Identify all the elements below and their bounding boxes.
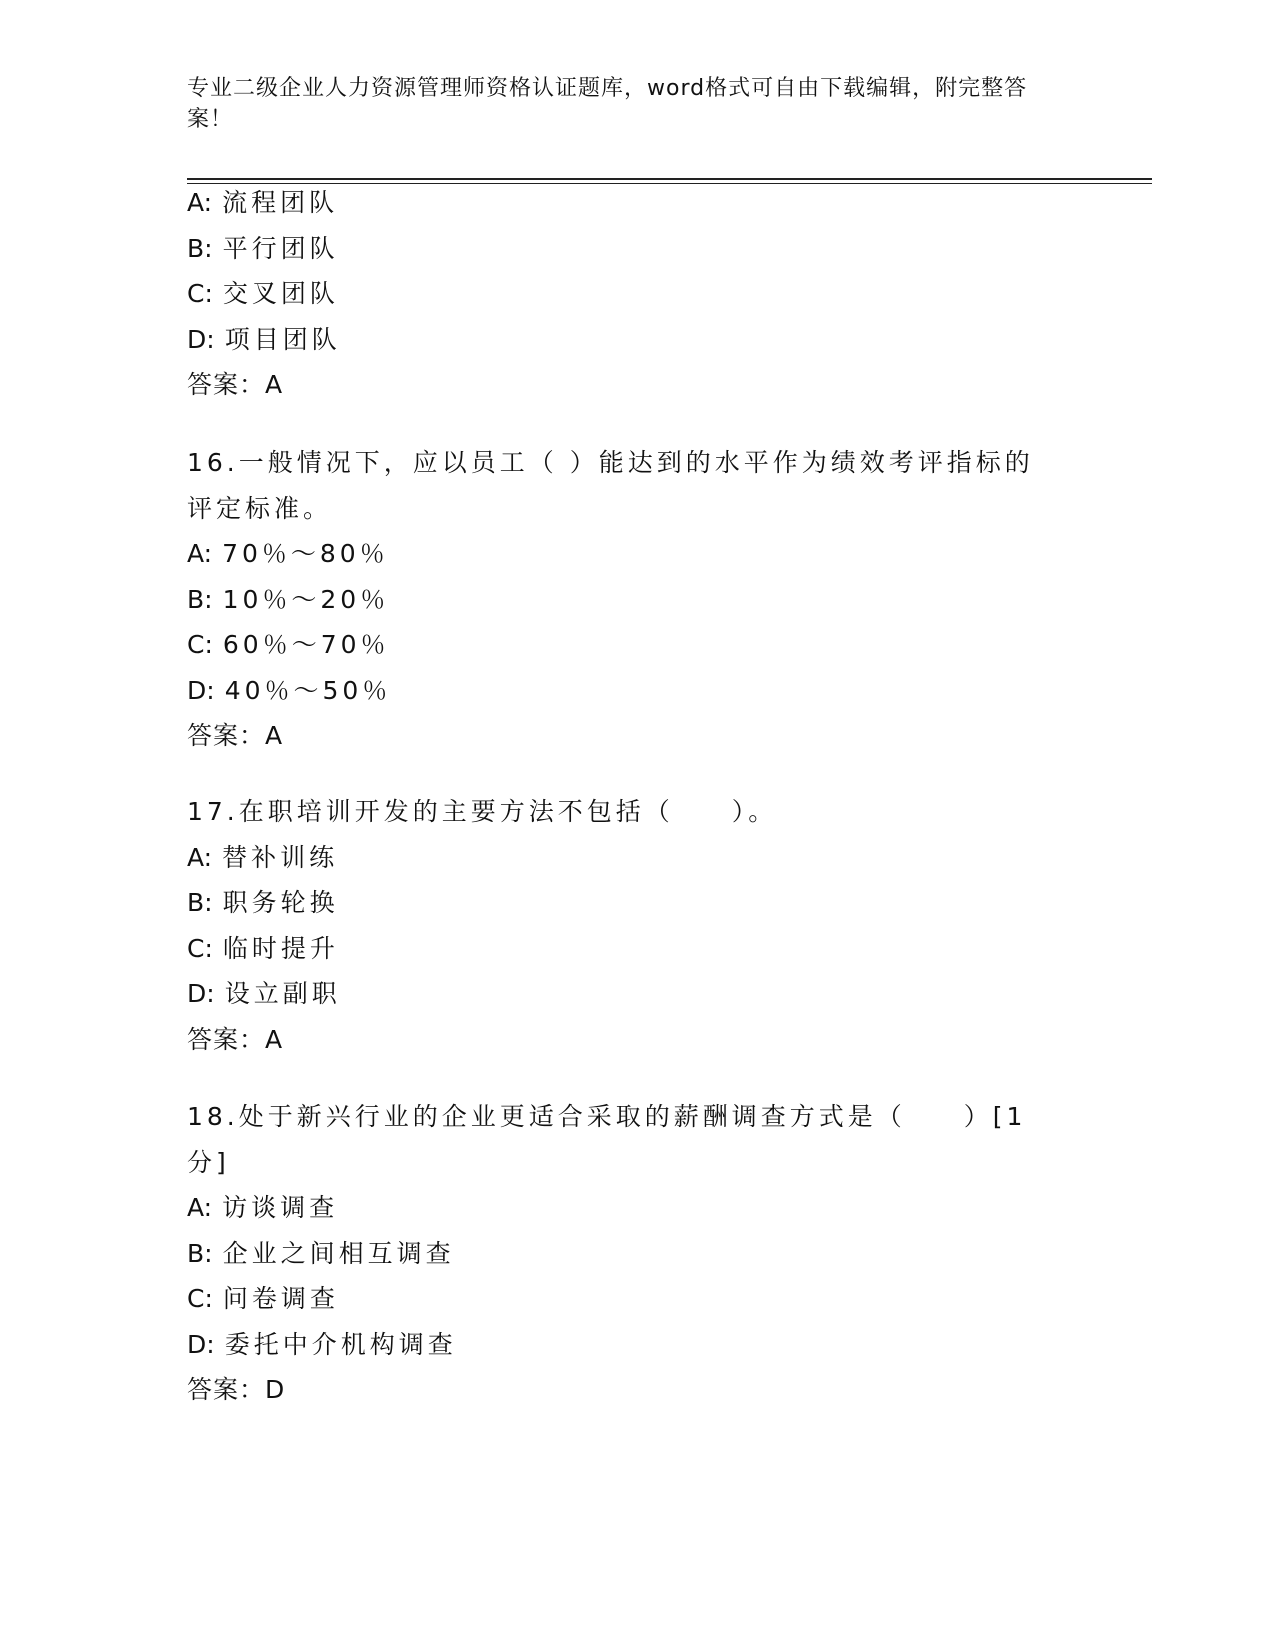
option-b [187, 226, 1067, 272]
option-text: 60％～70％ [222, 630, 390, 659]
option-text: 70％～80％ [222, 539, 389, 568]
option-text: 委托中介机构调查 [224, 1329, 457, 1359]
question-stem: 16.一般情况下，应以员工（ ）能达到的水平作为绩效考评指标的评定标准。 [187, 448, 1034, 523]
option-b [187, 880, 1067, 926]
option-text: 40％～50％ [224, 675, 392, 705]
option-key: B: [187, 584, 213, 614]
option-key: D: [187, 979, 215, 1008]
answer-line: 答案：A [187, 1024, 284, 1054]
option-key: A: [187, 1193, 213, 1222]
question-18 [187, 1094, 1067, 1413]
option-key: D: [187, 675, 215, 705]
option-key: C: [187, 1284, 213, 1313]
question-17 [187, 789, 1067, 1062]
option-text: 流程团队 [222, 188, 339, 217]
option-key: D: [187, 1329, 215, 1359]
option-key: A: [187, 842, 213, 872]
option-text: 访谈调查 [222, 1193, 339, 1222]
option-a [187, 180, 1067, 226]
option-key: D: [187, 324, 215, 354]
option-key: C: [187, 279, 213, 308]
option-c [187, 622, 1067, 668]
option-text: 临时提升 [222, 933, 339, 963]
document-header: 专业二级企业人力资源管理师资格认证题库，word格式可自由下载编辑，附完整答案！ [187, 76, 1028, 132]
option-a [187, 1185, 1067, 1231]
answer-line: 答案：A [187, 370, 284, 399]
question-stem: 18.处于新兴行业的企业更适合采取的薪酬调查方式是（ ）[1分] [187, 1102, 1027, 1177]
option-d [187, 317, 1067, 363]
option-c [187, 271, 1067, 317]
option-text: 企业之间相互调查 [222, 1238, 455, 1268]
option-key: B: [187, 1238, 213, 1268]
option-c [187, 926, 1067, 972]
option-d [187, 1322, 1067, 1368]
question-15-continuation [187, 180, 1067, 408]
option-key: B: [187, 888, 213, 917]
question-16 [187, 440, 1067, 759]
option-d [187, 668, 1067, 714]
option-c [187, 1276, 1067, 1322]
answer-line: 答案：A [187, 721, 284, 750]
option-key: B: [187, 233, 213, 263]
option-text: 平行团队 [222, 233, 339, 263]
option-text: 10％～20％ [222, 584, 390, 614]
option-key: C: [187, 630, 213, 659]
option-text: 替补训练 [222, 842, 339, 872]
option-text: 职务轮换 [222, 888, 339, 917]
option-text: 交叉团队 [222, 279, 339, 308]
option-a [187, 835, 1067, 881]
option-key: A: [187, 188, 213, 217]
option-a [187, 531, 1067, 577]
option-text: 设立副职 [224, 979, 341, 1008]
option-text: 问卷调查 [222, 1284, 339, 1313]
option-key: A: [187, 539, 213, 568]
option-b [187, 577, 1067, 623]
option-d [187, 971, 1067, 1017]
option-b [187, 1231, 1067, 1277]
answer-line: 答案：D [187, 1375, 286, 1404]
question-stem: 17.在职培训开发的主要方法不包括（ ）。 [187, 797, 778, 826]
option-text: 项目团队 [224, 324, 341, 354]
option-key: C: [187, 933, 213, 963]
